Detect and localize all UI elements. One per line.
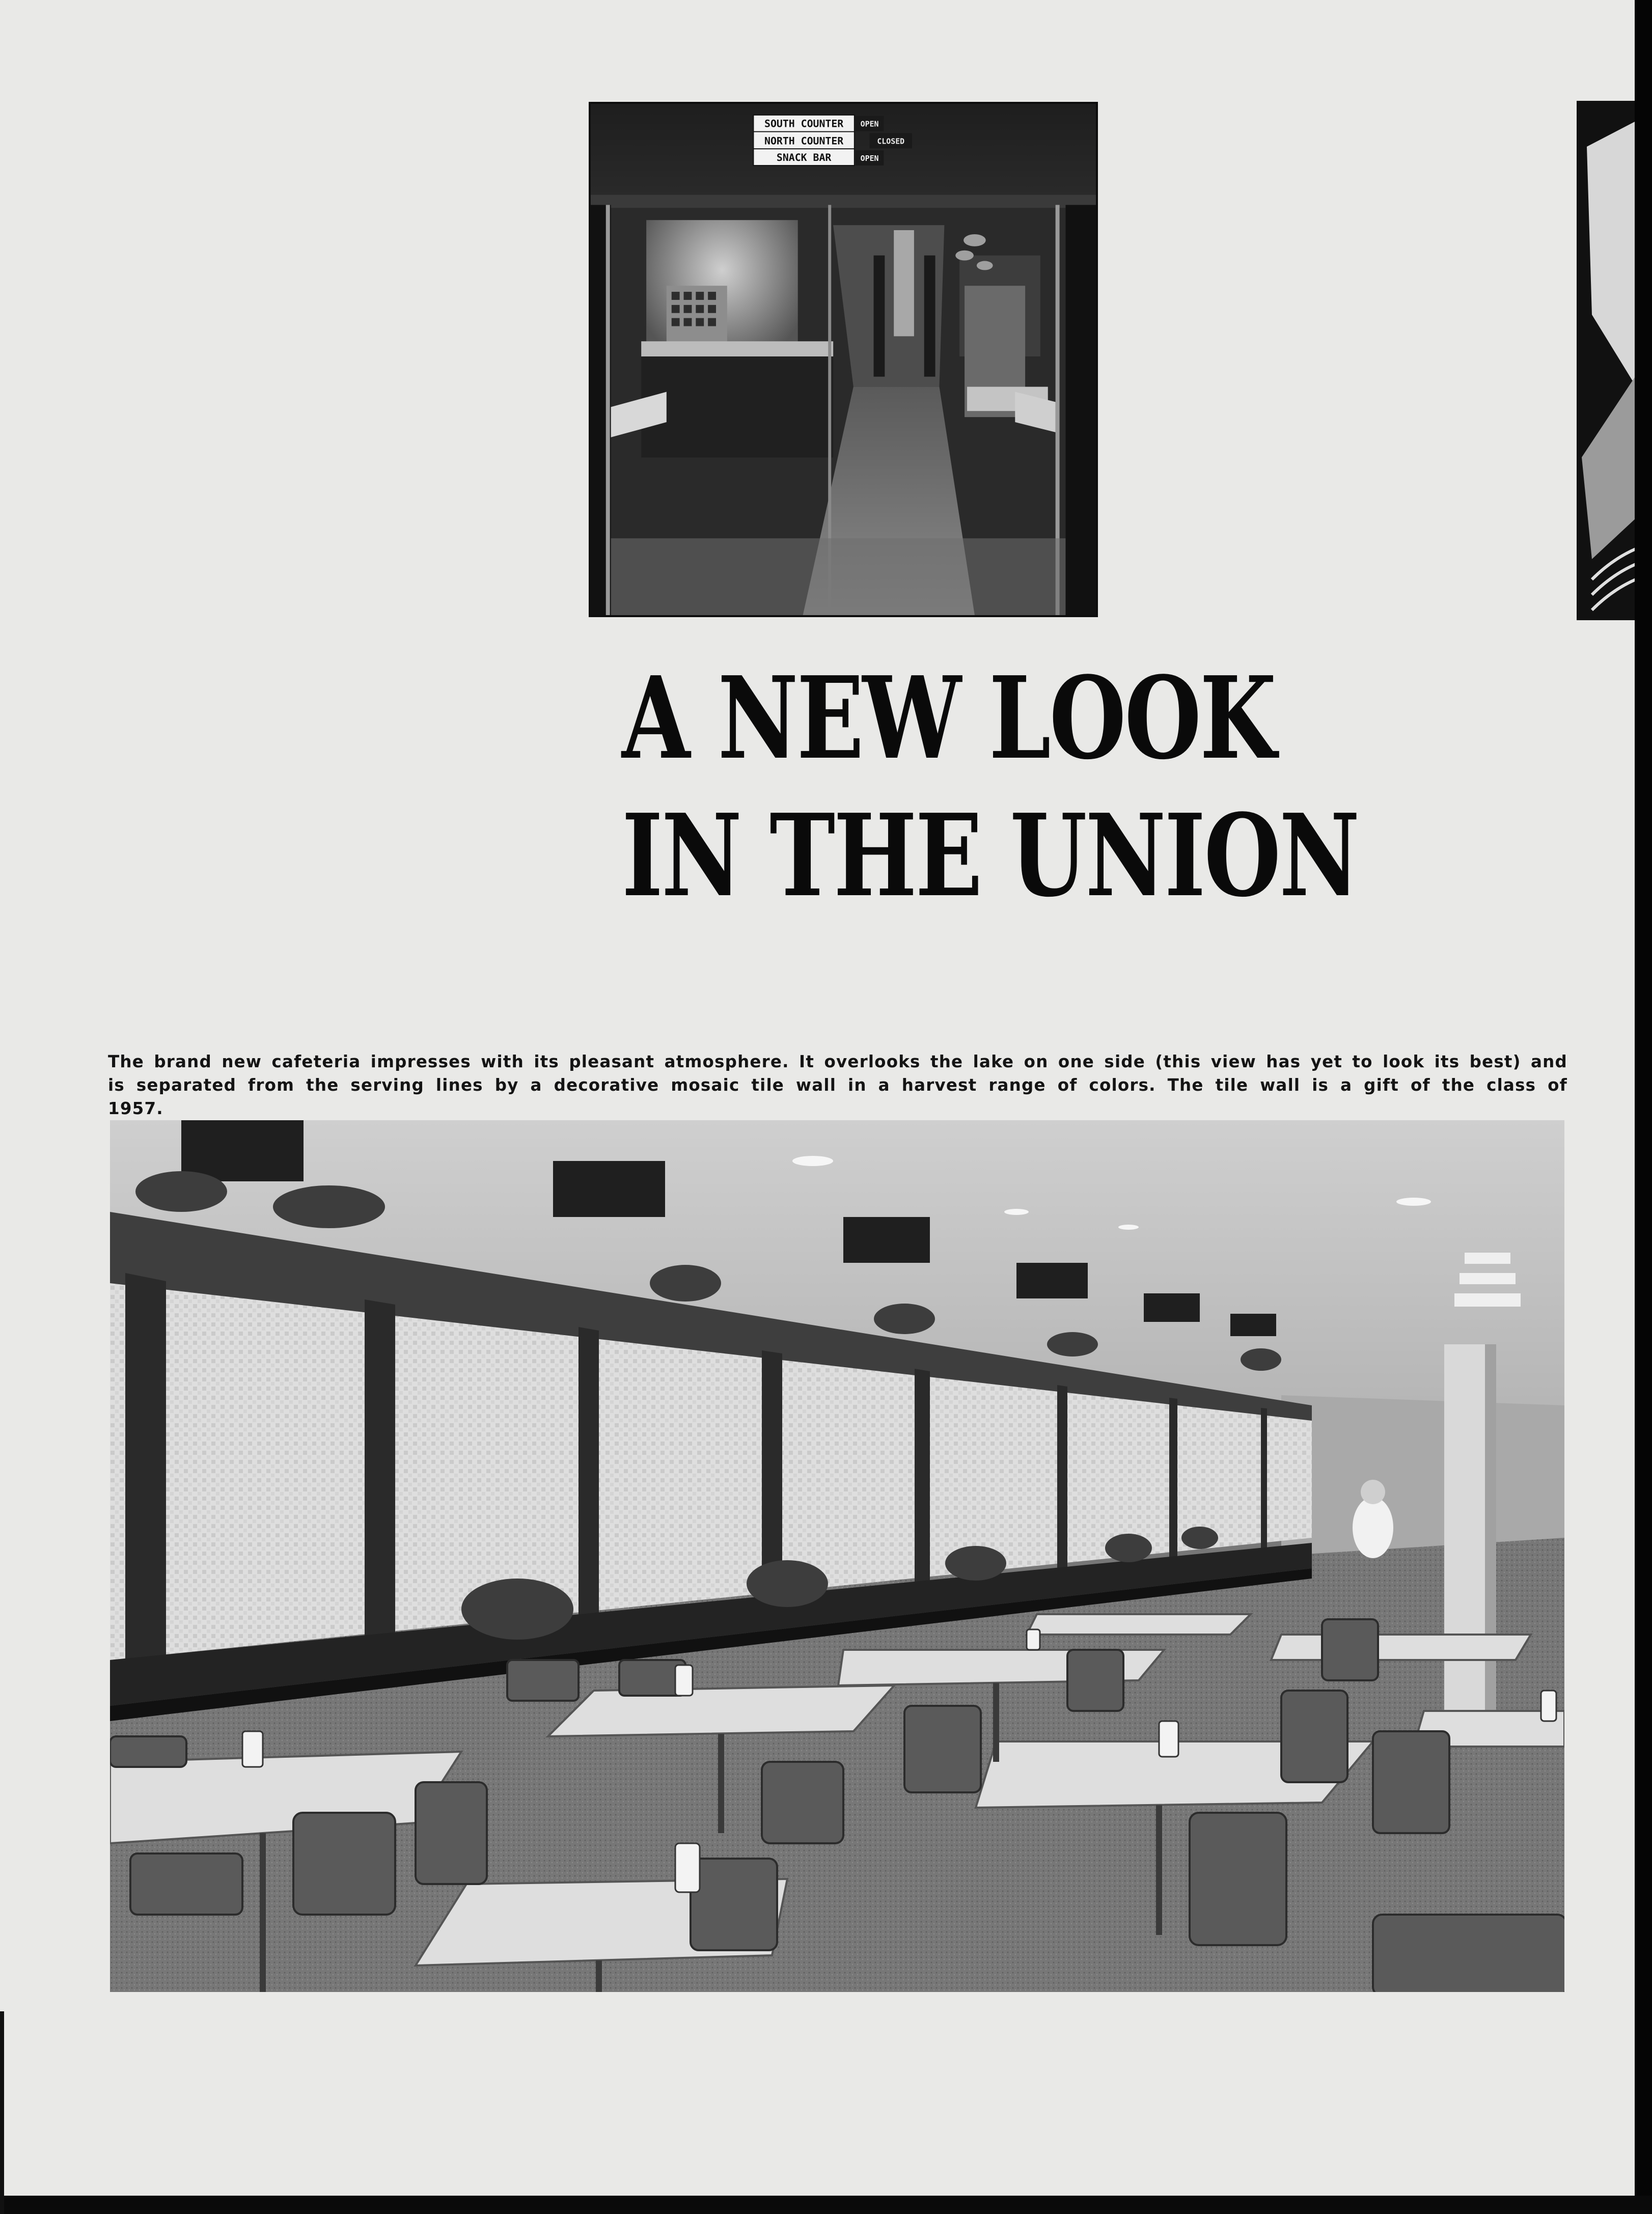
headline-line-2: IN THE UNION [622,790,1359,922]
sign-row-status: CLOSED [877,136,905,146]
adjacent-page-photo-fragment [1577,101,1636,620]
cafeteria-dining-room-photo [110,1120,1564,1992]
photo-caption [108,1050,1567,1120]
scan-edge-right [1635,0,1652,2214]
headline-line-1: A NEW LOOK [622,652,1275,785]
scan-edge-bottom [0,2196,1652,2214]
sign-row-label: SOUTH COUNTER [764,118,844,130]
sign-row-status: OPEN [860,154,879,163]
scan-edge-left [0,2011,4,2214]
caption-line-1: The brand new cafeteria impresses with its pleasant atmosphere. It overlooks the lake on one side (this view has yet to look its best) and [108,1052,1567,1071]
caption-line-2: is separated from the serving lines by a decorative mosaic tile wall in a harvest range of colors. The tile wall is a gift of the class of 1957. [108,1075,1567,1118]
sign-row-label: NORTH COUNTER [764,135,844,147]
cafeteria-entrance-photo [589,102,1098,617]
article-headline [560,652,1359,922]
sign-row-status: OPEN [860,119,879,129]
sign-row-label: SNACK BAR [776,152,832,164]
